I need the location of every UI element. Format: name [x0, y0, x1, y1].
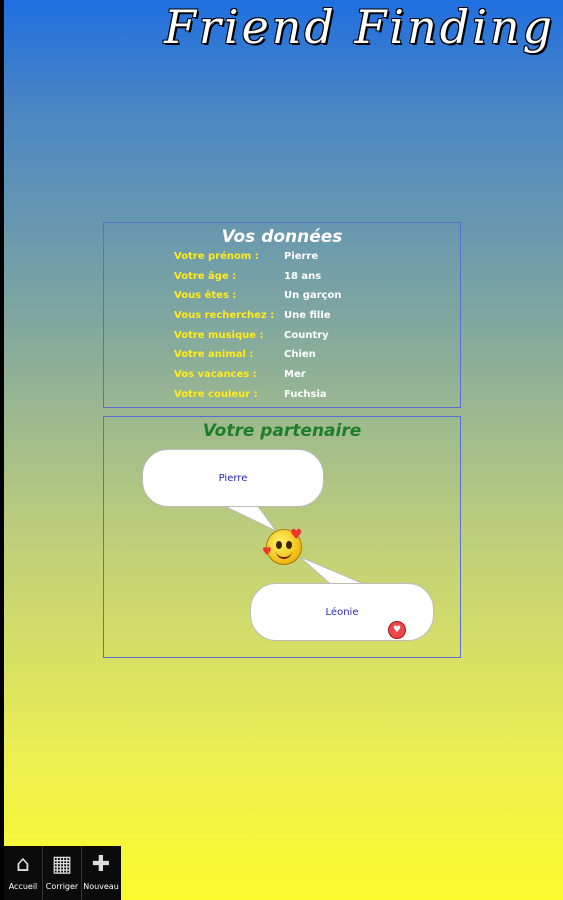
- data-label: Votre musique :: [174, 329, 264, 341]
- app-title: Friend Finding: [163, 0, 555, 54]
- partner-panel: [103, 416, 461, 658]
- data-row-music: [174, 330, 341, 350]
- data-row-vacation: [174, 369, 341, 389]
- left-edge-bar: [0, 0, 4, 900]
- bubble-user-name: Pierre: [218, 472, 248, 484]
- data-row-first-name: [174, 251, 341, 271]
- data-value: Mer: [284, 369, 306, 381]
- home-button[interactable]: [4, 846, 43, 900]
- home-icon: ⌂: [16, 852, 30, 877]
- grid-icon: ▦: [51, 852, 73, 877]
- data-label: Votre animal :: [174, 349, 254, 361]
- your-data-title: Vos données: [221, 227, 343, 247]
- data-label: Vous recherchez :: [174, 310, 275, 322]
- bottom-nav: [4, 846, 121, 900]
- data-value: Chien: [284, 349, 316, 361]
- data-value: Country: [284, 329, 329, 341]
- heart-badge-icon: ♥: [388, 621, 406, 639]
- heart-icon: ♥: [290, 527, 303, 543]
- your-data-panel: [103, 222, 461, 408]
- plus-icon: ✚: [91, 852, 111, 877]
- data-row-age: [174, 271, 341, 291]
- partner-title: Votre partenaire: [202, 421, 362, 441]
- correct-button-label: Corriger: [45, 882, 79, 891]
- data-value: Une fille: [284, 310, 331, 322]
- data-row-gender: [174, 290, 341, 310]
- data-label: Vos vacances :: [174, 369, 257, 381]
- data-value: Un garçon: [284, 290, 342, 302]
- data-label: Votre couleur :: [174, 388, 258, 400]
- bubble-partner-name: Léonie: [325, 606, 359, 618]
- home-button-label: Accueil: [8, 882, 38, 891]
- data-label: Vous êtes :: [174, 290, 237, 302]
- data-value: Fuchsia: [284, 388, 327, 400]
- new-button-label: Nouveau: [83, 882, 119, 891]
- data-value: Pierre: [284, 251, 319, 262]
- data-label: Votre prénom :: [174, 251, 259, 262]
- data-row-looking-for: [174, 310, 341, 330]
- correct-button[interactable]: [43, 846, 82, 900]
- speech-bubble-partner: [250, 583, 434, 641]
- heart-icon: ♥: [262, 545, 272, 558]
- data-row-animal: [174, 349, 341, 369]
- speech-bubble-user: [142, 449, 324, 507]
- data-label: Votre âge :: [174, 270, 237, 282]
- data-rows: [174, 251, 341, 409]
- data-value: 18 ans: [284, 270, 322, 282]
- data-row-color: [174, 389, 341, 409]
- new-button[interactable]: [82, 846, 120, 900]
